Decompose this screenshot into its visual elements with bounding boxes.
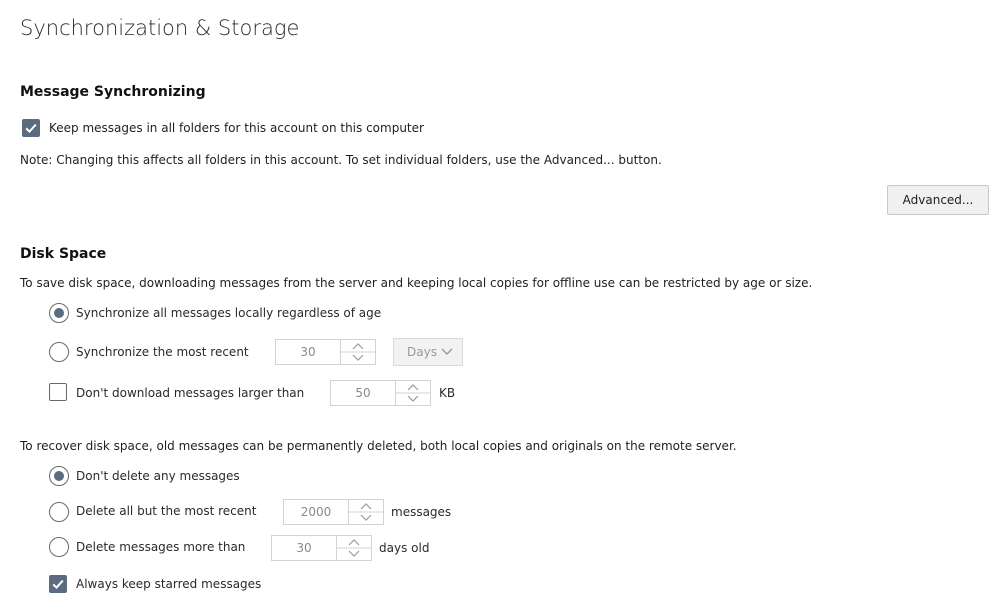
checkmark-icon [23, 120, 39, 136]
keep-starred-label[interactable]: Always keep starred messages [76, 577, 262, 591]
dont-download-label[interactable]: Don't download messages larger than [76, 386, 305, 400]
page-title: Synchronization & Storage [20, 16, 300, 40]
delete-older-input[interactable]: 30 [271, 535, 337, 561]
sync-recent-stepper[interactable] [341, 339, 376, 365]
sync-note: Note: Changing this affects all folders in this account. To set individual folders, use the Advanced... button. [20, 153, 662, 167]
delete-all-but-input[interactable]: 2000 [283, 499, 349, 525]
delete-all-but-stepper[interactable] [349, 499, 384, 525]
sync-all-label[interactable]: Synchronize all messages locally regardless of age [76, 306, 382, 320]
keep-messages-label[interactable]: Keep messages in all folders for this account on this computer [49, 121, 424, 135]
keep-starred-checkbox[interactable] [49, 575, 67, 593]
dont-download-input[interactable]: 50 [330, 380, 396, 406]
delete-older-label[interactable]: Delete messages more than [76, 540, 246, 554]
chevron-down-icon [440, 347, 454, 357]
dont-delete-label[interactable]: Don't delete any messages [76, 469, 240, 483]
section-title-message-sync: Message Synchronizing [20, 84, 206, 100]
disk-space-description: To save disk space, downloading messages from the server and keeping local copies for offline use can be restricted by age or size. [20, 276, 813, 290]
sync-recent-input[interactable]: 30 [275, 339, 341, 365]
sync-recent-label[interactable]: Synchronize the most recent [76, 345, 249, 359]
sync-recent-radio[interactable] [49, 342, 69, 362]
dont-download-checkbox[interactable] [49, 383, 67, 401]
dont-download-unit: KB [439, 386, 456, 400]
recover-description: To recover disk space, old messages can be permanently deleted, both local copies and originals on the remote server. [20, 439, 737, 453]
delete-older-stepper[interactable] [337, 535, 372, 561]
dont-download-stepper[interactable] [396, 380, 431, 406]
checkmark-icon [50, 576, 66, 592]
keep-messages-checkbox[interactable] [22, 119, 40, 137]
sync-all-radio[interactable] [49, 303, 69, 323]
sync-recent-unit-value: Days [407, 345, 437, 359]
delete-older-unit: days old [379, 541, 430, 555]
advanced-button[interactable]: Advanced... [887, 185, 989, 215]
delete-all-but-radio[interactable] [49, 502, 69, 522]
delete-all-but-label[interactable]: Delete all but the most recent [76, 504, 257, 518]
sync-recent-unit-select[interactable] [393, 338, 463, 366]
delete-older-radio[interactable] [49, 537, 69, 557]
delete-all-but-unit: messages [391, 505, 452, 519]
section-title-disk-space: Disk Space [20, 246, 107, 262]
dont-delete-radio[interactable] [49, 466, 69, 486]
